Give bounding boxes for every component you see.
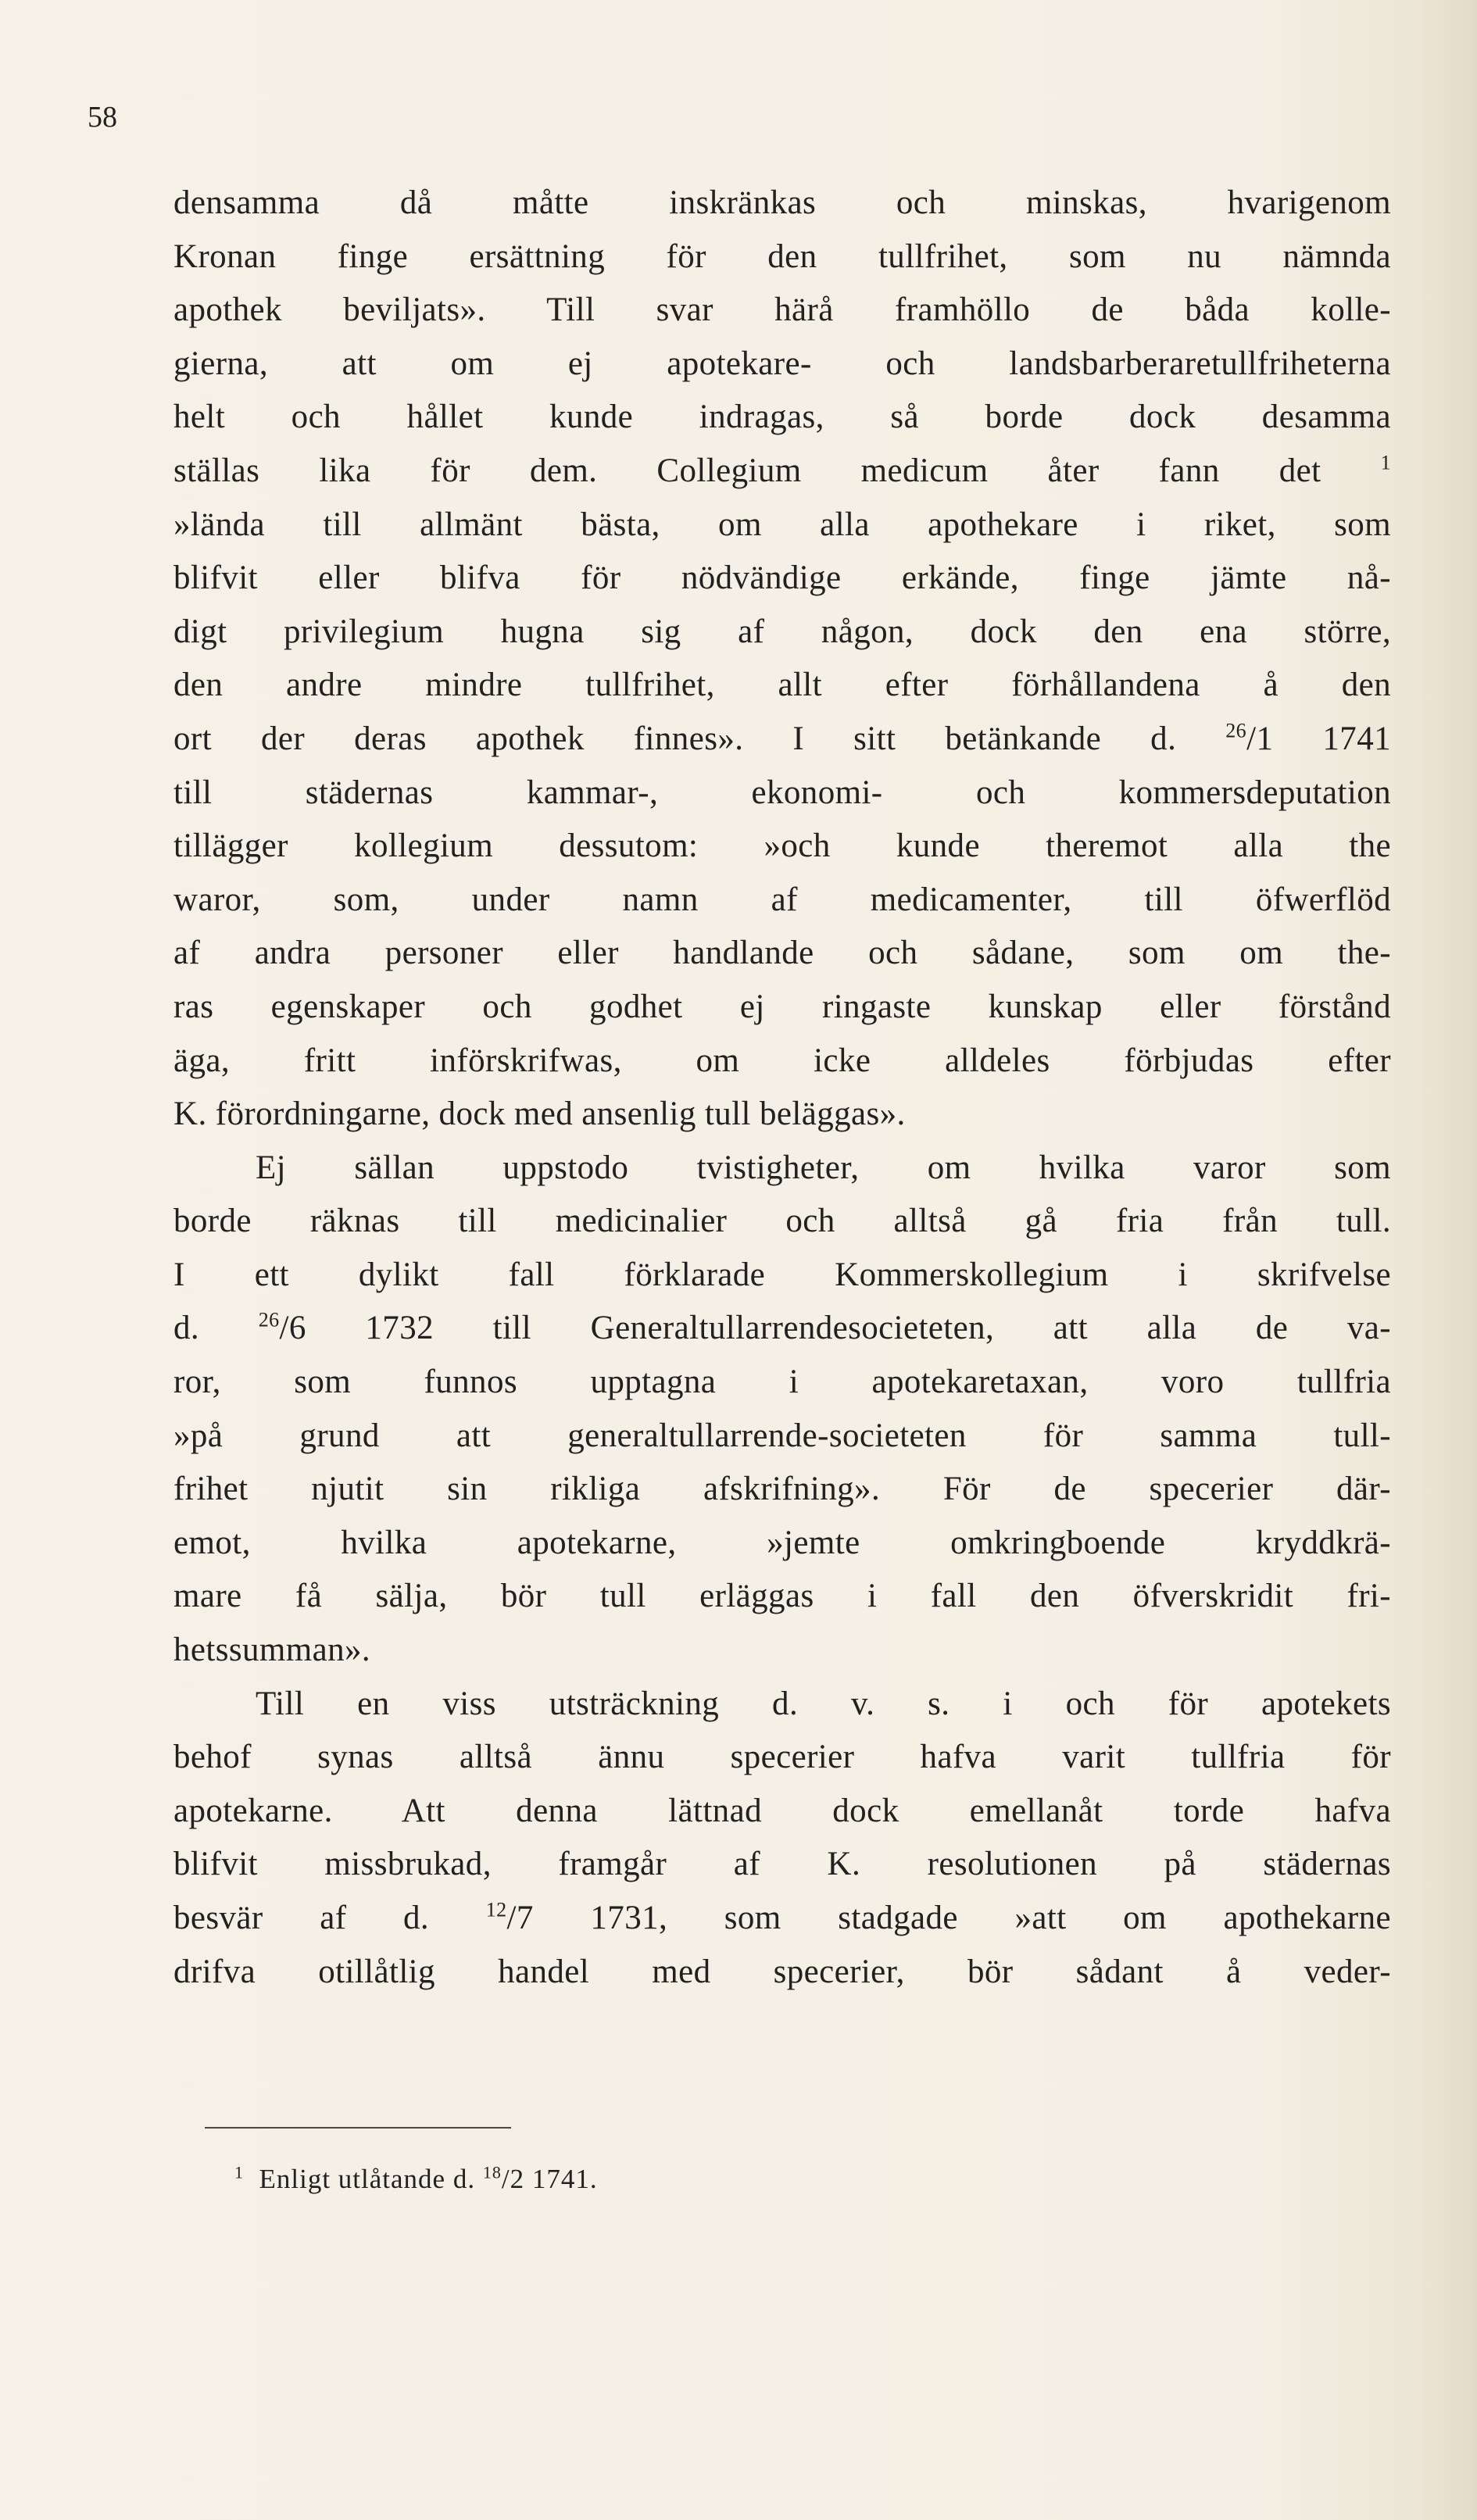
text-line: behof synas alltså ännu specerier hafva varit tullfria för [173, 1739, 1391, 1776]
footnote-mark: 1 [234, 2162, 244, 2182]
text-line: apotekarne. Att denna lättnad dock emellanåt torde hafva [173, 1792, 1391, 1829]
text-line: I ett dylikt fall förklarade Kommerskollegium i skrifvelse [173, 1256, 1391, 1293]
text-line [173, 445, 1391, 499]
text-line: Till en viss utsträckning d. v. s. i och för apotekets [256, 1685, 1391, 1722]
text-line: drifva otillåtlig handel med specerier, bör sådant å veder- [173, 1953, 1391, 1990]
date-day: 12 [485, 1898, 507, 1921]
text-line: borde räknas till medicinalier och alltså gå fria från tull. [173, 1203, 1391, 1240]
text-line: äga, fritt införskrifwas, om icke alldeles förbjudas efter [173, 1042, 1391, 1079]
text-line: blifvit eller blifva för nödvändige erkände, finge jämte nå- [173, 559, 1391, 597]
text-line: ras egenskaper och godhet ej ringaste kunskap eller förstånd [173, 988, 1391, 1025]
text-segment: ort der deras apothek finnes». I sitt betänkande d. [173, 720, 1177, 757]
text-segment: 1741 [1322, 720, 1391, 757]
date-month: 7 [516, 1900, 534, 1936]
text-line: den andre mindre tullfrihet, allt efter förhållandena å den [173, 667, 1391, 704]
text-line: blifvit missbrukad, framgår af K. resolutionen på städernas [173, 1846, 1391, 1883]
footnote-reference: 1 [1380, 451, 1391, 474]
text-line: tillägger kollegium dessutom: »och kunde theremot alla the [173, 827, 1391, 865]
footnote-date-day: 18 [482, 2162, 502, 2182]
body-text [173, 177, 1391, 1999]
footnote-date-month: 2 [510, 2164, 525, 2194]
footnote-divider [205, 2127, 511, 2129]
text-line: »lända till allmänt bästa, om alla apothekare i riket, som [173, 506, 1391, 543]
text-line: Ej sällan uppstodo tvistigheter, om hvilka varor som [256, 1149, 1391, 1186]
text-segment: 1731, som stadgade »att om apothekarne [590, 1900, 1391, 1936]
date-day: 26 [1225, 719, 1247, 742]
text-line: waror, som, under namn af medicamenter, till öfwerflöd [173, 881, 1391, 918]
text-line: af andra personer eller handlande och sådane, som om the- [173, 935, 1391, 972]
text-line: ort der deras apothek finnes». I sitt betänkande d. $^{26}$/1 1741 [173, 719, 1391, 757]
text-line: hetssumman». [173, 1632, 371, 1669]
text-line: frihet njutit sin rikliga afskrifning». För de specerier där- [173, 1471, 1391, 1508]
text-line: apothek beviljats». Till svar härå framhöllo de båda kolle- [173, 291, 1391, 329]
text-segment: ställas lika för dem. Collegium medicum åter fann det [173, 452, 1321, 489]
text-line: ror, som funnos upptagna i apotekaretaxan, voro tullfria [173, 1364, 1391, 1401]
date-month: 6 [288, 1310, 306, 1347]
text-segment: 1732 till Generaltullarrendesocieteten, att alla de va- [365, 1310, 1391, 1347]
text-segment: d. [173, 1310, 200, 1347]
text-line: K. förordningarne, dock med ansenlig tull beläggas». [173, 1096, 906, 1133]
text-line: emot, hvilka apotekarne, »jemte omkringboende kryddkrä- [173, 1524, 1391, 1561]
text-line: densamma då måtte inskränkas och minskas, hvarigenom [173, 184, 1391, 221]
text-segment: besvär af d. [173, 1900, 430, 1936]
page-number: 58 [88, 101, 117, 134]
text-line: mare få sälja, bör tull erläggas i fall den öfverskridit fri- [173, 1578, 1391, 1615]
footnote-text: Enligt utlåtande d. [259, 2164, 476, 2194]
text-line: till städernas kammar-, ekonomi- och kommersdeputation [173, 774, 1391, 811]
text-line: Kronan finge ersättning för den tullfrihet, som nu nämnda [173, 238, 1391, 275]
footnote-year: 1741. [531, 2164, 598, 2194]
text-line: digt privilegium hugna sig af någon, dock den ena större, [173, 613, 1391, 650]
text-line: gierna, att om ej apotekare- och landsbarberaretullfriheterna [173, 345, 1391, 382]
footnote: $^1$ Enligt utlåtande d. $^{18}$/2 1741. [234, 2162, 598, 2194]
text-line: d. $^{26}$/6 1732 till Generaltullarrendesocieteten, att alla de va- [173, 1309, 1391, 1347]
date-day: 26 [258, 1309, 280, 1332]
text-line: »på grund att generaltullarrende-societeten för samma tull- [173, 1417, 1391, 1454]
date-month: 1 [1256, 720, 1274, 757]
text-line: besvär af d. $^{12}$/7 1731, som stadgade »att om apothekarne [173, 1898, 1391, 1936]
text-line: helt och hållet kunde indragas, så borde dock desamma [173, 399, 1391, 436]
